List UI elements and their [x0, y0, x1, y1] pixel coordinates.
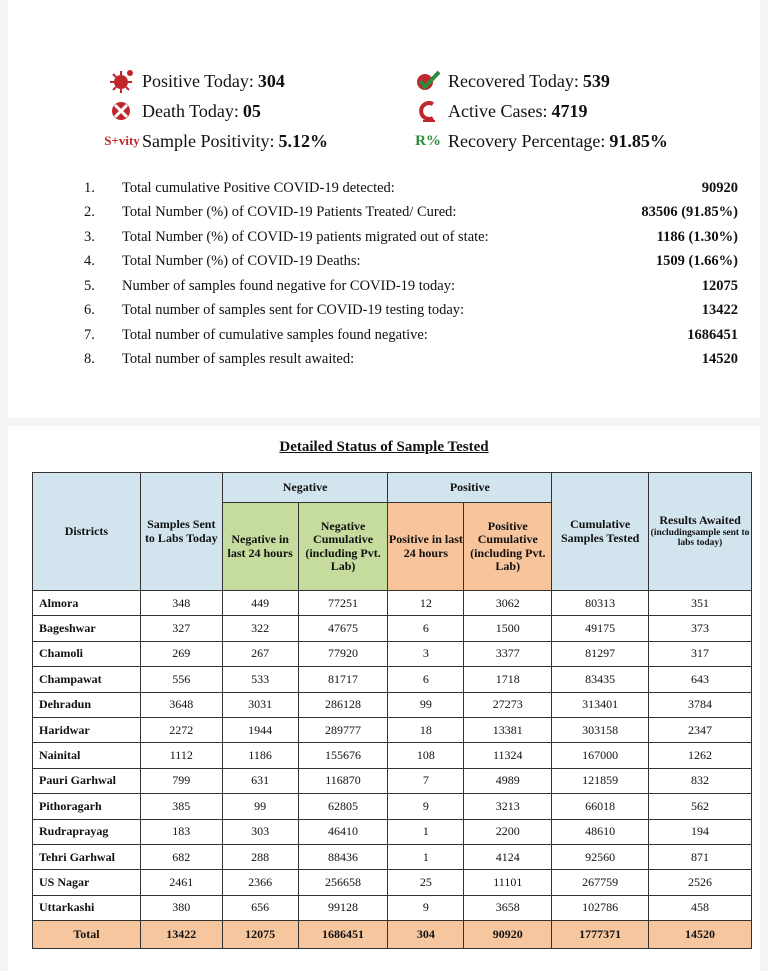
stats-list — [84, 176, 744, 372]
cell-positive-cumulative: 13381 — [464, 717, 552, 742]
cell-negative-24h: 2366 — [222, 870, 298, 895]
cell-negative-cumulative: 256658 — [298, 870, 388, 895]
cell-positive-cumulative: 4124 — [464, 844, 552, 869]
stats-item-num: 5. — [84, 277, 95, 294]
cell-cumulative-tested: 167000 — [552, 743, 649, 768]
death-today: Death Today: 05 — [102, 99, 408, 123]
cell-district: Tehri Garhwal — [33, 844, 141, 869]
stats-item-value: 1186 (1.30%) — [656, 228, 738, 245]
stats-item-num: 8. — [84, 351, 95, 368]
cell-samples-sent: 799 — [140, 768, 222, 793]
cell-negative-24h: 288 — [222, 844, 298, 869]
table-row — [33, 895, 752, 920]
death-x-icon — [102, 99, 142, 123]
cell-samples-sent: 2272 — [140, 717, 222, 742]
stats-item-value: 14520 — [701, 351, 738, 368]
cell-negative-cumulative: 81717 — [298, 667, 388, 692]
cell-samples-sent: 183 — [140, 819, 222, 844]
recovered-check-icon — [408, 69, 448, 93]
stats-item-num: 7. — [84, 326, 95, 343]
cell-positive-24h: 6 — [388, 616, 464, 641]
table-row — [33, 641, 752, 666]
cell-positive-24h: 25 — [388, 870, 464, 895]
sample-positivity: S+vity Sample Positivity: 5.12% — [102, 131, 408, 152]
cell-results-awaited: 643 — [649, 667, 752, 692]
sample-positivity-icon: S+vity — [104, 133, 140, 148]
recovery-percent-icon: R% — [415, 132, 441, 149]
stats-item-text: Number of samples found negative for COVID-19 today: — [122, 277, 456, 294]
table-row — [33, 743, 752, 768]
table-row — [33, 794, 752, 819]
cell-negative-cumulative: 289777 — [298, 717, 388, 742]
active-ring-icon — [408, 99, 448, 123]
stats-item-text: Total Number (%) of COVID-19 patients migrated out of state: — [122, 228, 489, 245]
stats-item-text: Total number of samples result awaited: — [122, 351, 355, 368]
cell-negative-24h: 1944 — [222, 717, 298, 742]
cell-samples-sent: 269 — [140, 641, 222, 666]
cell-positive-24h: 12 — [388, 591, 464, 616]
stats-item-num: 1. — [84, 179, 95, 196]
cell-district: Uttarkashi — [33, 895, 141, 920]
cell-results-awaited: 3784 — [649, 692, 752, 717]
cell-positive-24h: 108 — [388, 743, 464, 768]
cell-negative-24h: 656 — [222, 895, 298, 920]
cell-district: Champawat — [33, 667, 141, 692]
cell-results-awaited: 351 — [649, 591, 752, 616]
table-total-row — [33, 921, 752, 949]
cell-positive-cumulative: 2200 — [464, 819, 552, 844]
cell-positive-cumulative: 3213 — [464, 794, 552, 819]
total-positive-cumulative: 90920 — [464, 921, 552, 949]
header-samples-sent: Samples Sent to Labs Today — [140, 473, 222, 591]
cell-samples-sent: 348 — [140, 591, 222, 616]
cell-results-awaited: 194 — [649, 819, 752, 844]
cell-district: Almora — [33, 591, 141, 616]
cell-negative-24h: 303 — [222, 819, 298, 844]
cell-positive-24h: 18 — [388, 717, 464, 742]
cell-cumulative-tested: 48610 — [552, 819, 649, 844]
header-positive-cumulative: Positive Cumulative (including Pvt. Lab) — [464, 503, 552, 591]
cell-cumulative-tested: 313401 — [552, 692, 649, 717]
cell-negative-cumulative: 47675 — [298, 616, 388, 641]
cell-results-awaited: 832 — [649, 768, 752, 793]
cell-cumulative-tested: 66018 — [552, 794, 649, 819]
cell-negative-cumulative: 116870 — [298, 768, 388, 793]
total-district: Total — [33, 921, 141, 949]
total-samples-sent: 13422 — [140, 921, 222, 949]
cell-cumulative-tested: 92560 — [552, 844, 649, 869]
stats-item-text: Total number of samples sent for COVID-19 testing today: — [122, 302, 465, 319]
cell-negative-24h: 631 — [222, 768, 298, 793]
cell-positive-24h: 3 — [388, 641, 464, 666]
cell-negative-cumulative: 99128 — [298, 895, 388, 920]
cell-negative-cumulative: 46410 — [298, 819, 388, 844]
cell-positive-cumulative: 1500 — [464, 616, 552, 641]
header-negative-24h: Negative in last 24 hours — [222, 503, 298, 591]
stats-item — [84, 323, 744, 348]
cell-cumulative-tested: 267759 — [552, 870, 649, 895]
total-results-awaited: 14520 — [649, 921, 752, 949]
header-districts: Districts — [33, 473, 141, 591]
stats-item-text: Total Number (%) of COVID-19 Patients Treated/ Cured: — [122, 204, 457, 221]
summary-row-1 — [102, 66, 722, 96]
daily-summary — [102, 66, 722, 156]
stats-item-value: 1686451 — [687, 326, 738, 343]
total-negative-cumulative: 1686451 — [298, 921, 388, 949]
cell-positive-cumulative: 11101 — [464, 870, 552, 895]
stats-item-value: 90920 — [701, 179, 738, 196]
results-awaited-note: (includingsample sent to labs today) — [650, 527, 750, 549]
cell-positive-24h: 9 — [388, 794, 464, 819]
cell-negative-cumulative: 62805 — [298, 794, 388, 819]
stats-item-num: 3. — [84, 228, 95, 245]
cell-cumulative-tested: 102786 — [552, 895, 649, 920]
cell-positive-cumulative: 27273 — [464, 692, 552, 717]
stats-item-text: Total Number (%) of COVID-19 Deaths: — [122, 253, 361, 270]
cell-positive-cumulative: 1718 — [464, 667, 552, 692]
cell-negative-24h: 533 — [222, 667, 298, 692]
cell-negative-24h: 99 — [222, 794, 298, 819]
table-row — [33, 667, 752, 692]
cell-results-awaited: 373 — [649, 616, 752, 641]
stats-item-text: Total cumulative Positive COVID-19 detected: — [122, 179, 395, 196]
summary-row-3 — [102, 126, 722, 156]
stats-item — [84, 348, 744, 373]
cell-samples-sent: 1112 — [140, 743, 222, 768]
cell-positive-24h: 9 — [388, 895, 464, 920]
table-row — [33, 870, 752, 895]
stats-item — [84, 250, 744, 275]
table-row — [33, 844, 752, 869]
cell-district: Chamoli — [33, 641, 141, 666]
cell-district: Dehradun — [33, 692, 141, 717]
active-cases: Active Cases: 4719 — [408, 99, 587, 123]
header-positive-24h: Positive in last 24 hours — [388, 503, 464, 591]
cell-negative-cumulative: 88436 — [298, 844, 388, 869]
cell-results-awaited: 562 — [649, 794, 752, 819]
table-row — [33, 717, 752, 742]
cell-district: Haridwar — [33, 717, 141, 742]
stats-item-value: 1509 (1.66%) — [655, 253, 738, 270]
stats-item — [84, 299, 744, 324]
cell-positive-24h: 99 — [388, 692, 464, 717]
cell-results-awaited: 1262 — [649, 743, 752, 768]
cell-samples-sent: 385 — [140, 794, 222, 819]
cell-negative-24h: 267 — [222, 641, 298, 666]
table-row — [33, 768, 752, 793]
stats-item-value: 13422 — [701, 302, 738, 319]
table-row — [33, 692, 752, 717]
cell-results-awaited: 871 — [649, 844, 752, 869]
cell-positive-cumulative: 3658 — [464, 895, 552, 920]
cell-positive-24h: 6 — [388, 667, 464, 692]
virus-icon — [102, 69, 142, 93]
header-positive-group: Positive — [388, 473, 552, 503]
stats-item-text: Total number of cumulative samples found negative: — [122, 326, 428, 343]
cell-samples-sent: 556 — [140, 667, 222, 692]
cell-district: Rudraprayag — [33, 819, 141, 844]
stats-item — [84, 225, 744, 250]
cell-district: Bageshwar — [33, 616, 141, 641]
cell-positive-cumulative: 11324 — [464, 743, 552, 768]
stats-item-num: 2. — [84, 204, 95, 221]
recovered-today: Recovered Today: 539 — [408, 69, 610, 93]
table-row — [33, 591, 752, 616]
table-row — [33, 616, 752, 641]
header-results-awaited: Results Awaited (includingsample sent to labs today) — [649, 473, 752, 591]
cell-cumulative-tested: 81297 — [552, 641, 649, 666]
cell-positive-cumulative: 4989 — [464, 768, 552, 793]
cell-cumulative-tested: 49175 — [552, 616, 649, 641]
recovery-percentage: R% Recovery Percentage: 91.85% — [408, 131, 668, 152]
cell-district: Pithoragarh — [33, 794, 141, 819]
stats-item-value: 83506 (91.85%) — [641, 204, 738, 221]
cell-positive-cumulative: 3062 — [464, 591, 552, 616]
header-negative-group: Negative — [222, 473, 388, 503]
cell-positive-24h: 1 — [388, 819, 464, 844]
stats-item — [84, 176, 744, 201]
cell-results-awaited: 2526 — [649, 870, 752, 895]
cell-cumulative-tested: 80313 — [552, 591, 649, 616]
stats-item-num: 4. — [84, 253, 95, 270]
cell-district: US Nagar — [33, 870, 141, 895]
header-cumulative-tested: Cumulative Samples Tested — [552, 473, 649, 591]
sample-status-table — [32, 472, 752, 949]
cell-positive-24h: 7 — [388, 768, 464, 793]
cell-cumulative-tested: 303158 — [552, 717, 649, 742]
cell-results-awaited: 317 — [649, 641, 752, 666]
cell-cumulative-tested: 121859 — [552, 768, 649, 793]
cell-samples-sent: 327 — [140, 616, 222, 641]
cell-negative-cumulative: 77251 — [298, 591, 388, 616]
total-cumulative-tested: 1777371 — [552, 921, 649, 949]
table-row — [33, 819, 752, 844]
cell-district: Nainital — [33, 743, 141, 768]
cell-negative-24h: 322 — [222, 616, 298, 641]
positive-today: Positive Today: 304 — [102, 69, 408, 93]
total-negative-24h: 12075 — [222, 921, 298, 949]
cell-negative-24h: 3031 — [222, 692, 298, 717]
cell-results-awaited: 2347 — [649, 717, 752, 742]
total-positive-24h: 304 — [388, 921, 464, 949]
sample-status-card — [8, 426, 760, 971]
cell-results-awaited: 458 — [649, 895, 752, 920]
cell-negative-cumulative: 155676 — [298, 743, 388, 768]
stats-item — [84, 274, 744, 299]
summary-row-2 — [102, 96, 722, 126]
cell-samples-sent: 3648 — [140, 692, 222, 717]
cell-negative-cumulative: 77920 — [298, 641, 388, 666]
cell-samples-sent: 380 — [140, 895, 222, 920]
cell-positive-cumulative: 3377 — [464, 641, 552, 666]
header-negative-cumulative: Negative Cumulative (including Pvt. Lab) — [298, 503, 388, 591]
summary-card — [8, 0, 760, 418]
stats-item-num: 6. — [84, 302, 95, 319]
stats-item — [84, 201, 744, 226]
table-title: Detailed Status of Sample Tested — [279, 439, 489, 455]
cell-samples-sent: 682 — [140, 844, 222, 869]
cell-negative-24h: 1186 — [222, 743, 298, 768]
cell-negative-24h: 449 — [222, 591, 298, 616]
cell-district: Pauri Garhwal — [33, 768, 141, 793]
cell-negative-cumulative: 286128 — [298, 692, 388, 717]
cell-samples-sent: 2461 — [140, 870, 222, 895]
cell-cumulative-tested: 83435 — [552, 667, 649, 692]
stats-item-value: 12075 — [701, 277, 738, 294]
cell-positive-24h: 1 — [388, 844, 464, 869]
